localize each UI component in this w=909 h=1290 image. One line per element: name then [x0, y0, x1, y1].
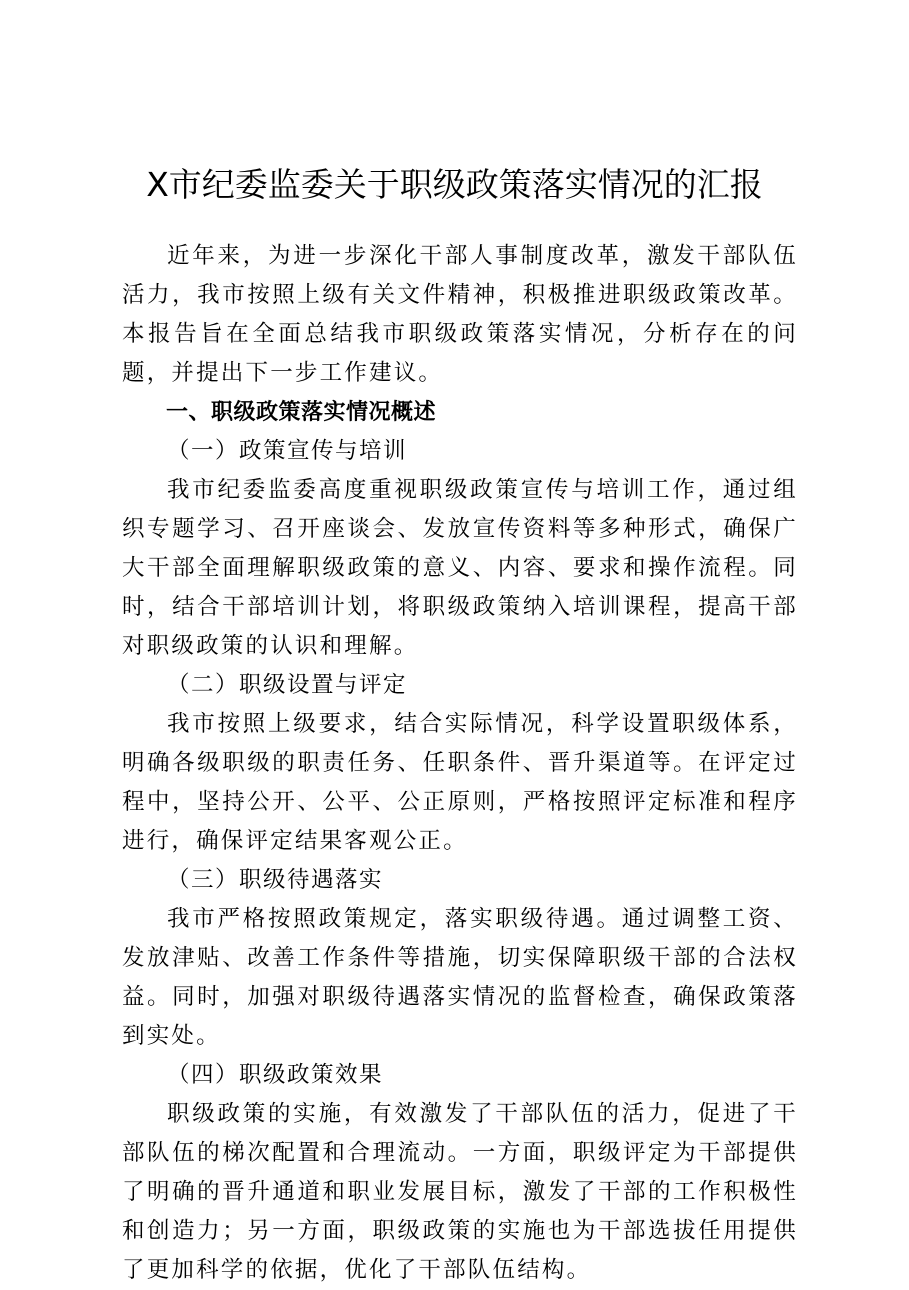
section-heading: 一、职级政策落实情况概述 [166, 400, 437, 425]
subsection-paragraph-2: 我市按照上级要求，结合实际情况，科学设置职级体系，明确各级职级的职责任务、任职条件、晋升渠道等。在评定过程中，坚持公开、公平、公正原则，严格按照评定标准和程序进行，确保评定结果客观公正。 [122, 711, 798, 854]
intro-paragraph: 近年来，为进一步深化干部人事制度改革，激发干部队伍活力，我市按照上级有关文件精神，积极推进职级政策改革。本报告旨在全面总结我市职级政策落实情况，分析存在的问题，并提出下一步工作建议。 [122, 243, 798, 386]
subsection-heading-1: （一）政策宣传与培训 [167, 438, 408, 464]
document-title: X市纪委监委关于职级政策落实情况的汇报 [146, 165, 763, 204]
subsection-heading-4: （四）职级政策效果 [167, 1062, 384, 1088]
subsection-heading-2: （二）职级设置与评定 [167, 672, 408, 698]
subsection-paragraph-3: 我市严格按照政策规定，落实职级待遇。通过调整工资、发放津贴、改善工作条件等措施，切实保障职级干部的合法权益。同时，加强对职级待遇落实情况的监督检查，确保政策落到实处。 [122, 906, 798, 1049]
subsection-paragraph-4: 职级政策的实施，有效激发了干部队伍的活力，促进了干部队伍的梯次配置和合理流动。一方面，职级评定为干部提供了明确的晋升通道和职业发展目标，激发了干部的工作积极性和创造力；另一方面，职级政策的实施也为干部选拔任用提供了更加科学的依据，优化了干部队伍结构。 [122, 1101, 798, 1283]
subsection-heading-3: （三）职级待遇落实 [167, 867, 384, 893]
document-body [122, 237, 798, 1290]
subsection-paragraph-1: 我市纪委监委高度重视职级政策宣传与培训工作，通过组织专题学习、召开座谈会、发放宣传资料等多种形式，确保广大干部全面理解职级政策的意义、内容、要求和操作流程。同时，结合干部培训计划，将职级政策纳入培训课程，提高干部对职级政策的认识和理解。 [122, 477, 798, 659]
